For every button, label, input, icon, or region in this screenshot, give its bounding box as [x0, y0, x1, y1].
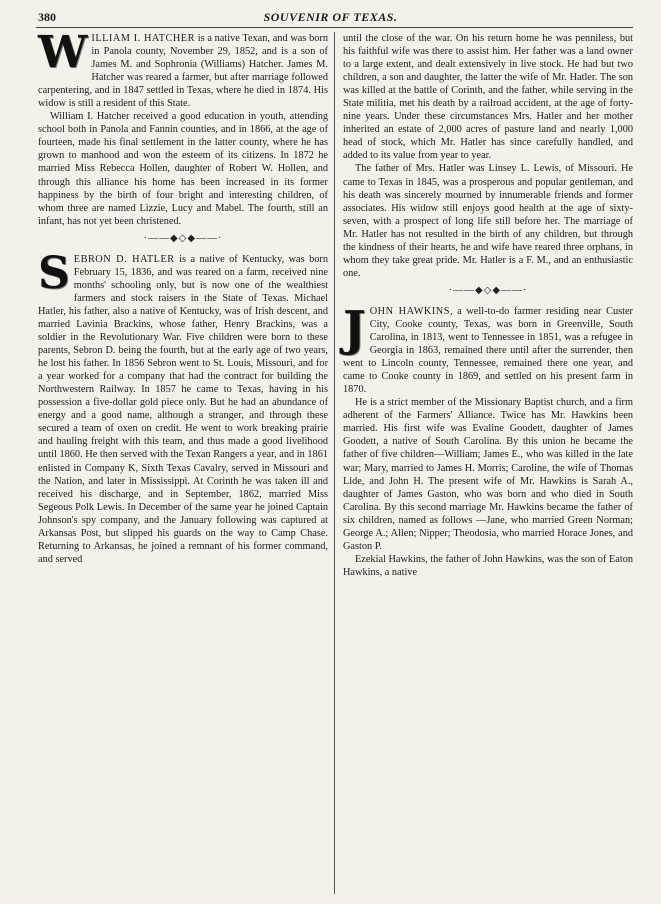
paragraph — [38, 247, 328, 566]
drop-cap: J — [343, 300, 366, 357]
ornament-divider: ·——◆◇◆——· — [448, 284, 528, 296]
left-column — [38, 27, 328, 570]
paragraph: He is a strict member of the Missionary Baptist church, and a firm adherent of the Farmers' Alliance. Twice has Mr. Hawkins been married. His first wife was Evaline Goodett, daughter of James Goodett, a native of South Carolina. By this union he became the father of five children—William; James E., who was killed in the late war; Mary, married to James H. Morris; Caroline, the wife of Thomas Lide, and John H. The present wife of Mr. Hawkins is Sarah A., daughter of James Gaston, who was born and who died in South Carolina. By this second marriage Mr. Hawkins became the father of six children, named as follows —Jane, who married Green Norman; George A.; Allen; Nipper; Theodosia, who married Horace Jones, and Gaston P. — [343, 397, 633, 552]
paragraph: The father of Mrs. Hatler was Linsey L. Lewis, of Missouri. He came to Texas in 1845, was a prosperous and popular gentleman, and his death was sincerely mourned by innumerable friends and former associates. His widow still enjoys good health at the age of sixty-seven, with a prospect of long life still before her. The marriage of Mr. Hatler has not resulted in the birth of any children, but through the kindness of their hearts, he and wife have reared three orphans, in whom they take great pride. Mr. Hatler is a F. M., and an enthusiastic one. — [343, 163, 633, 279]
paragraph-text: is a native Texan, and was born in Panola county, November 29, 1852, and is a son of James M. and Sophronia (Williams) Hatcher. James M. Hatcher was reared a farmer, but after marriage followed carpentering, and in 1847 settled in Texas, where he died in 1874. His widow is still a resident of this State. — [38, 33, 328, 110]
paragraph: William I. Hatcher received a good education in youth, attending school both in Panola and Fannin counties, and in 1866, at the age of fourteen, made his final settlement in the latter county, where he has grown to manhood and won the esteem of its citizens. In 1872 he married Miss Rebecca Hollen, daughter of Robert W. Hollen, and through this alliance his home has been increased in its former happiness by the birth of four bright and interesting children, of whom three are named Lizzie, Lucy and Mabel. The fourth, still an infant, has not yet been christened. — [38, 111, 328, 227]
paragraph — [343, 300, 633, 396]
header-rule — [36, 27, 633, 28]
paragraph-text: , a well-to-do farmer residing near Custer City, Cooke county, Texas, was born in Greenville, South Carolina, in 1813, went to Tennessee in 1851, was a refugee in Georgia in 1863, remained there until after the surrender, then went to Lincoln county, Tennessee, remained there one year, and came to Cooke county in 1869, and settled on his present farm in 1870. — [343, 305, 633, 396]
paragraph: Ezekial Hawkins, the father of John Hawkins, was the son of Eaton Hawkins, a native — [343, 553, 633, 578]
paragraph: until the close of the war. On his return home he was penniless, but his faithful wife was there to assist him. Her father was a land owner to a large extent, and dealt extensively in live stock. He had but two children, a son and daughter, the latter the wife of Mr. Hatler. The son was killed at the battle of Corinth, and the father, while serving in the State militia, met his death by a railroad accident, at the age of forty-nine years. Under these circumstances Mrs. Hatler and her mother inherited an estate of 2,000 acres of pasture land and nearly 1,000 head of stock, which Mr. Hatler has since carefully handled, and added to its value from year to year. — [343, 33, 633, 162]
right-column — [343, 32, 633, 583]
drop-cap: W — [38, 27, 88, 78]
bio-john-hawkins — [343, 300, 633, 579]
lead-name: ILLIAM I. HATCHER — [91, 33, 195, 44]
lead-name: EBRON D. HATLER — [73, 253, 175, 265]
paragraph — [38, 27, 328, 110]
bio-william-hatcher — [38, 27, 328, 228]
lead-name: OHN HAWKINS — [369, 305, 450, 317]
paragraph-text: is a native of Kentucky, was born February 15, 1836, and was reared on a farm, received nine months' schooling only, but is now one of the wealthiest farmers and stock raisers in the State of Texas. Michael Hatler, his father, also a native of Kentucky, was of Irish descent, and married Lavinia Brackins, whose father, Henry Brackins, was a soldier in the Revolutionary War. Five children were born to these parents, Sebron D. being the fourth, but at the early age of two years, he lost his father. In 1856 Sebron went to St. Louis, Missouri, and for a year worked for a company that had the contract for building the Northwestern Railway. In 1857 he came to Texas, having in his possession a five-dollar gold piece only. But he had an abundance of energy and a good name, although a stranger, and through these secured a team of oxen on credit. He went to work breaking prairie and hauling freight with this team, and thus made a good livelihood until 1860. He then served with the Texan Rangers a year, and in 1861 enlisted in Company K, Sixth Texas Cavalry, served in Missouri and the Nation, and later in Mississippi. At Corinth he was taken ill and received his discharge, and in September, 1862, married Miss Segeous Polk Lewis. In December of the same year he joined Captain Johnson's spy company, and the January following was captured at Arkansas Post, but slipped his guards on the way to Camp Chase. Returning to Arkansas, he joined a remnant of his former command, and served — [38, 253, 328, 565]
page-number: 380 — [38, 10, 56, 24]
running-title: SOUVENIR OF TEXAS. — [263, 10, 398, 24]
bio-sebron-hatler — [38, 247, 328, 566]
column-divider — [334, 32, 335, 894]
drop-cap: S — [38, 247, 70, 299]
ornament-divider: ·——◆◇◆——· — [143, 232, 223, 244]
